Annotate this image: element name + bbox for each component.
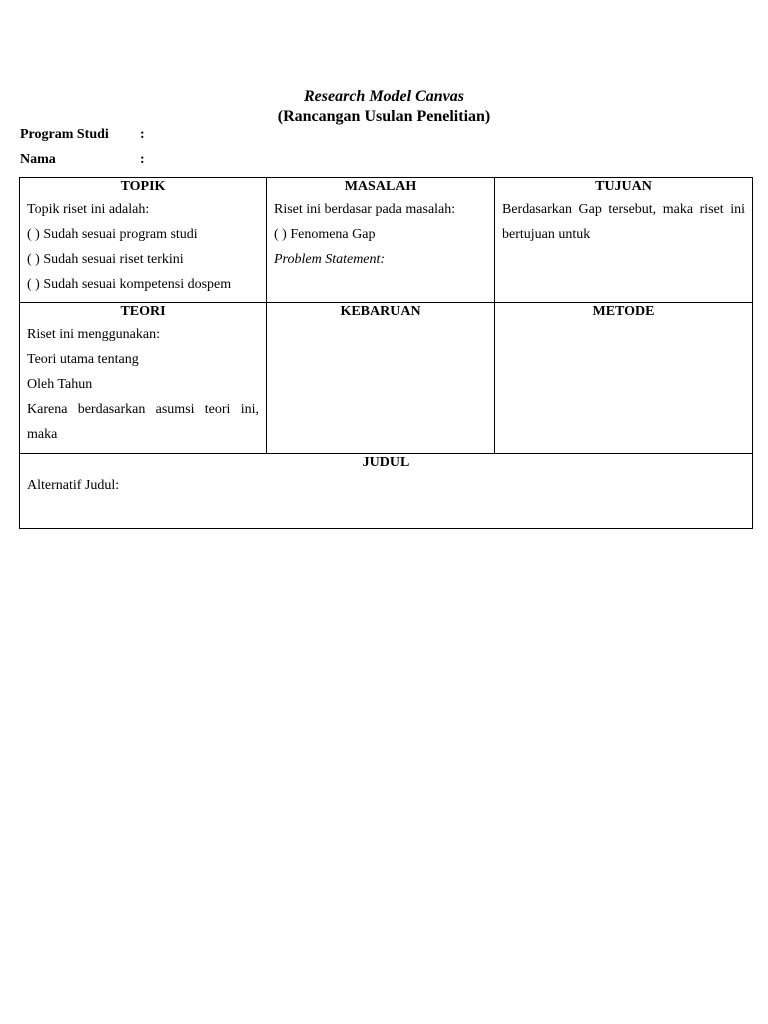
topik-line: ( ) Sudah sesuai kompetensi dospem (27, 277, 232, 292)
teori-line: Oleh Tahun (27, 377, 93, 392)
heading-masalah: MASALAH (344, 179, 417, 194)
topik-line: Topik riset ini adalah: (27, 202, 150, 217)
topik-line: ( ) Sudah sesuai program studi (27, 227, 198, 242)
teori-line: Teori utama tentang (27, 352, 139, 367)
field-colon: : (140, 152, 145, 167)
cell-tujuan (495, 178, 753, 303)
heading-kebaruan: KEBARUAN (340, 304, 421, 319)
cell-topik (20, 178, 267, 303)
field-label: Program Studi (20, 127, 109, 142)
problem-statement: Problem Statement: (274, 252, 386, 267)
title-block (0, 87, 768, 127)
cell-judul (20, 454, 753, 529)
heading-metode: METODE (592, 304, 655, 319)
topik-line: ( ) Sudah sesuai riset terkini (27, 252, 184, 267)
masalah-line: Riset ini berdasar pada masalah: (274, 202, 456, 217)
canvas-row-2 (20, 303, 753, 454)
heading-topik: TOPIK (120, 179, 166, 194)
cell-metode (495, 303, 753, 454)
document-title: Research Model Canvas (304, 88, 464, 105)
teori-text: Karena berdasarkan asumsi teori ini, maka (27, 402, 259, 442)
cell-kebaruan (267, 303, 495, 454)
heading-judul: JUDUL (362, 455, 410, 470)
cell-masalah (267, 178, 495, 303)
heading-teori: TEORI (120, 304, 166, 319)
canvas-row-1 (20, 178, 753, 303)
field-colon: : (140, 127, 145, 142)
field-program-studi (20, 127, 145, 143)
teori-line: Riset ini menggunakan: (27, 327, 160, 342)
field-label: Nama (20, 152, 56, 167)
heading-tujuan: TUJUAN (595, 179, 652, 194)
field-nama (20, 152, 145, 168)
canvas-table (19, 177, 753, 529)
cell-teori (20, 303, 267, 454)
document-subtitle: (Rancangan Usulan Penelitian) (277, 108, 491, 125)
tujuan-text: Berdasarkan Gap tersebut, maka riset ini bertujuan untuk (502, 202, 745, 242)
canvas-row-3 (20, 454, 753, 529)
judul-line: Alternatif Judul: (27, 478, 120, 493)
masalah-line: ( ) Fenomena Gap (274, 227, 376, 242)
